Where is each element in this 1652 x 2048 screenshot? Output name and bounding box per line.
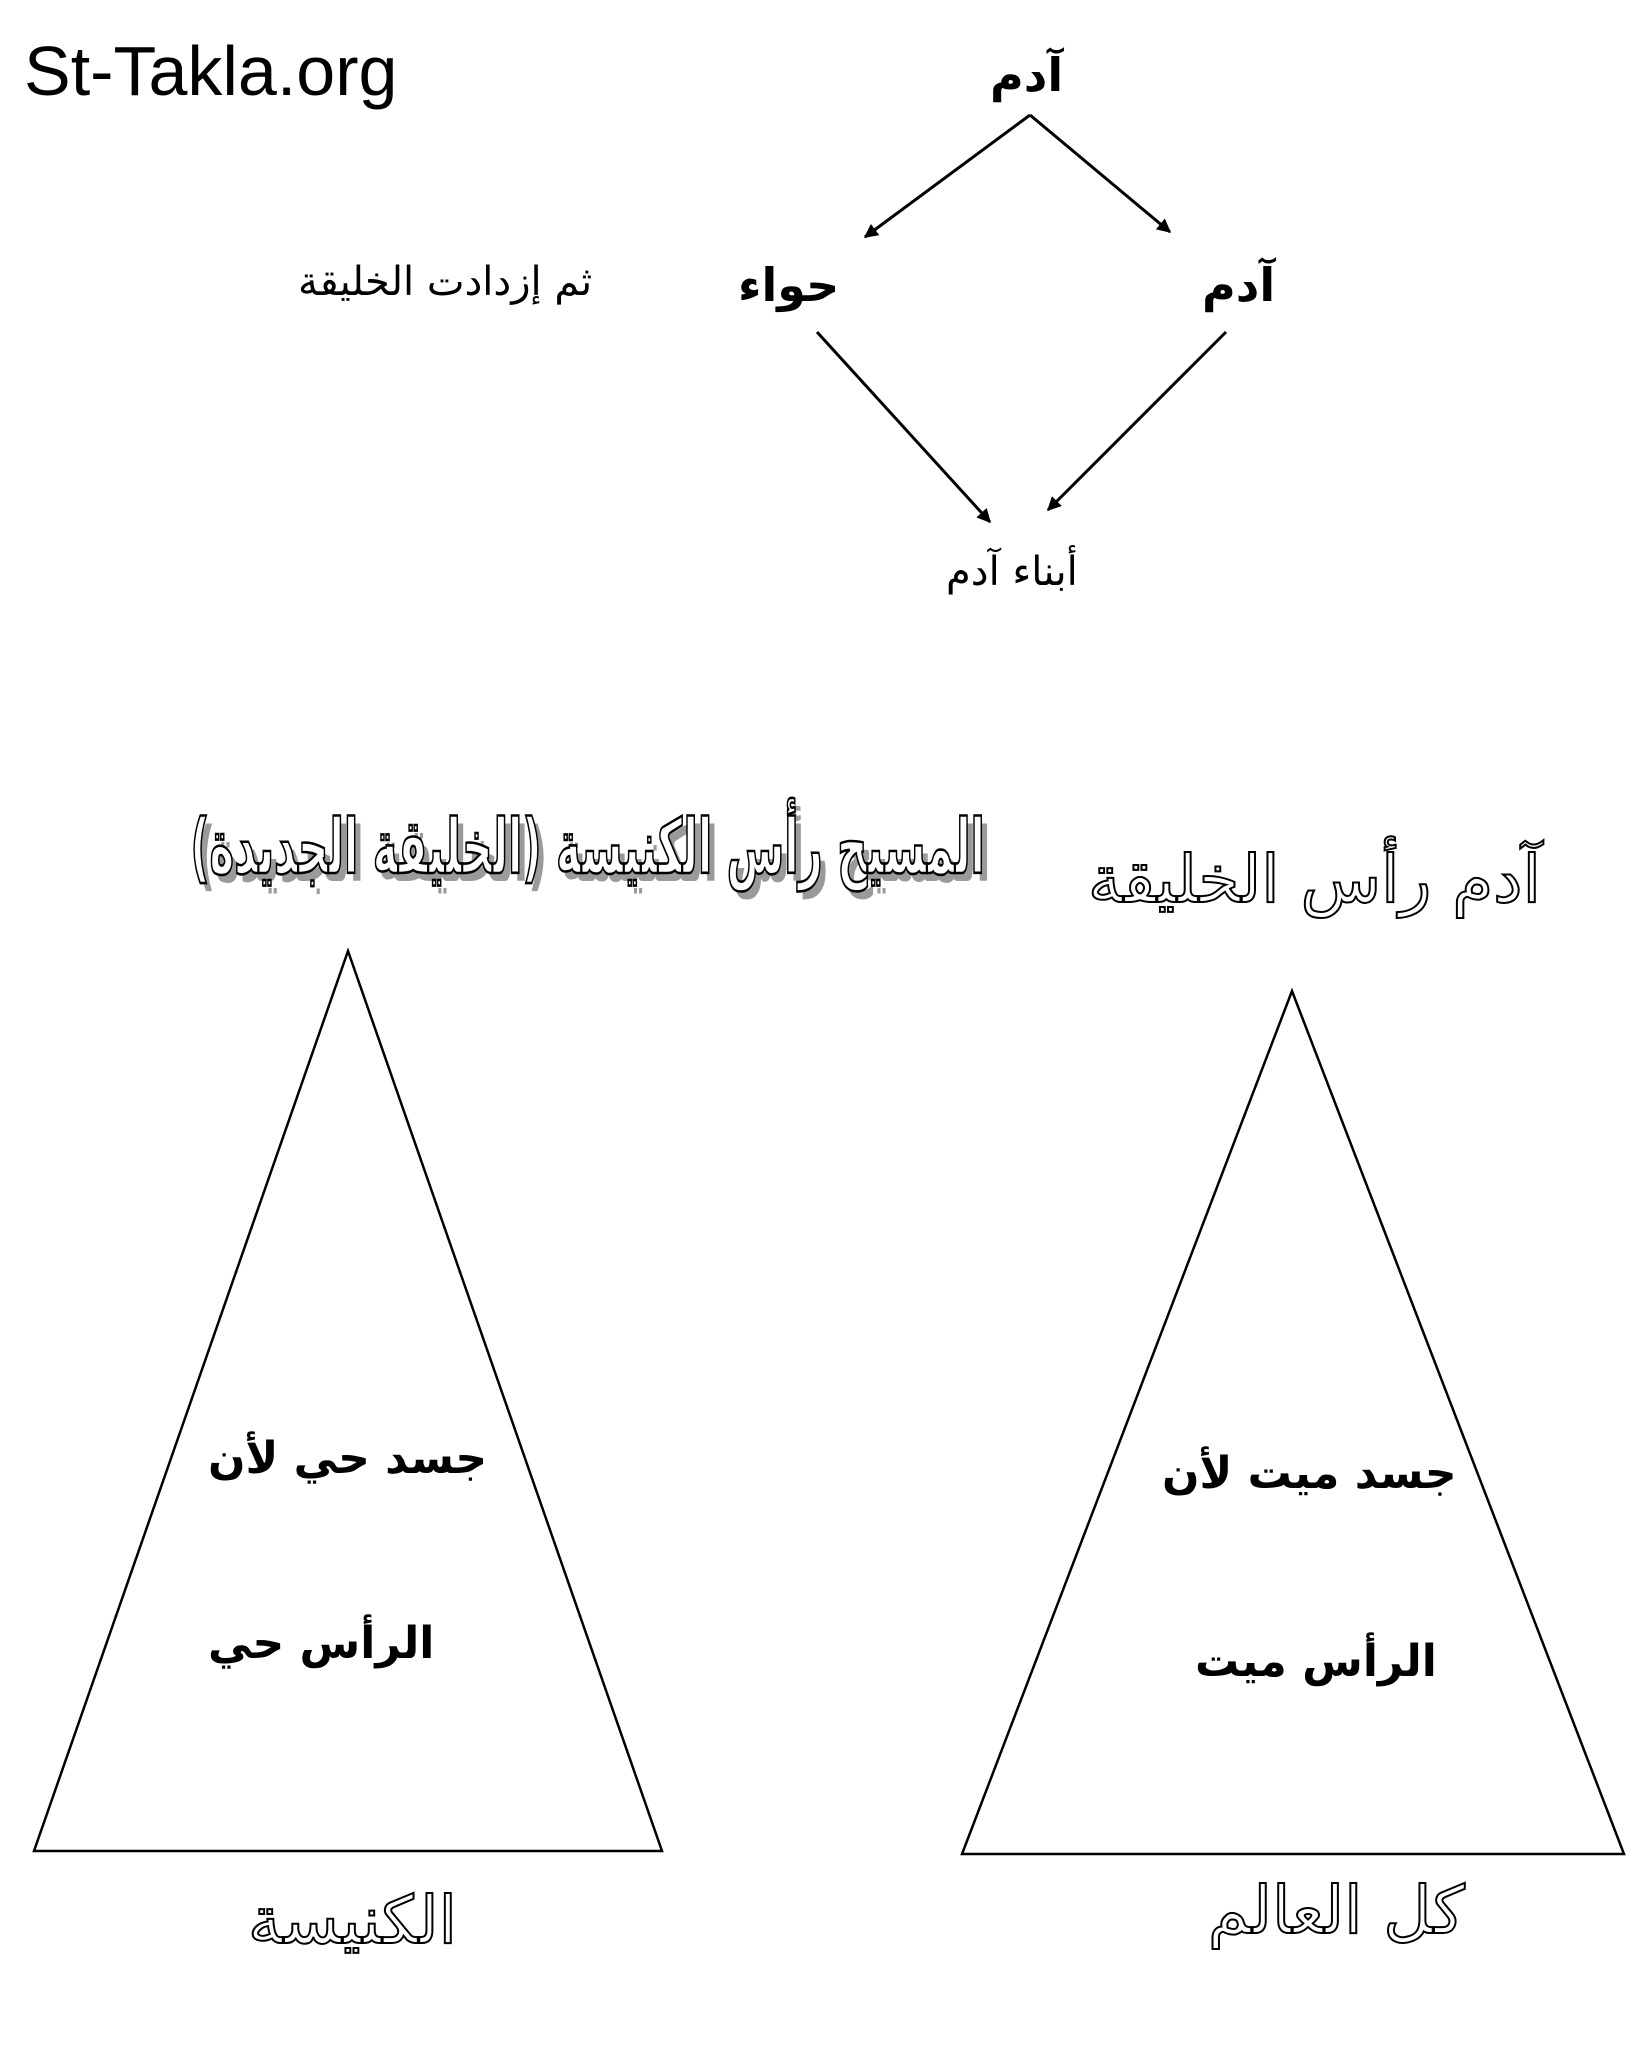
tree-note: ثم إزدادت الخليقة bbox=[298, 259, 593, 305]
tree-root-adam: آدم bbox=[990, 48, 1064, 102]
church-base-label: الكنيسة bbox=[248, 1882, 457, 1959]
world-triangle bbox=[962, 991, 1624, 1854]
church-body-line1: جسد حي لأن bbox=[208, 1433, 488, 1484]
world-base-label: كل العالم bbox=[1208, 1872, 1465, 1949]
arrow-adam-to-children bbox=[1048, 332, 1226, 510]
tree-node-adam: آدم bbox=[1202, 258, 1276, 312]
world-body-line1: جسد ميت لأن bbox=[1162, 1448, 1457, 1499]
site-watermark: St-Takla.org bbox=[24, 32, 398, 110]
church-body-line2: الرأس حي bbox=[208, 1618, 435, 1669]
arrow-root-to-eve bbox=[865, 115, 1030, 237]
arrow-eve-to-children bbox=[817, 332, 990, 522]
tree-node-eve: حواء bbox=[738, 258, 840, 312]
world-title: آدم رأس الخليقة bbox=[1088, 841, 1541, 918]
tree-children: أبناء آدم bbox=[946, 549, 1078, 595]
church-triangle bbox=[34, 951, 662, 1851]
world-body-line2: الرأس ميت bbox=[1195, 1636, 1437, 1687]
church-title: المسيح رأس الكنيسة (الخليقة الجديدة) bbox=[190, 802, 985, 892]
arrow-root-to-adam bbox=[1030, 115, 1170, 232]
